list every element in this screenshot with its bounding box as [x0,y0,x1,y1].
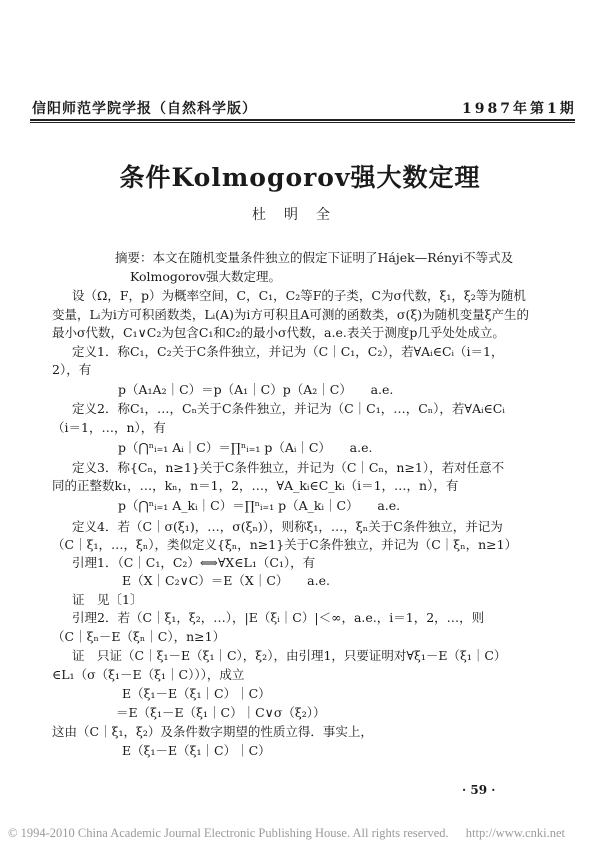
equation: p（⋂ⁿᵢ₌₁ A_kᵢ｜C）＝∏ⁿᵢ₌₁ p（A_kᵢ｜C） a.e. [118,498,401,513]
lemma-1: 引理1．（C｜C₁，C₂）⟺∀X∈L₁（C₁），有 [72,555,316,570]
equation: E（ξ₁－E（ξ₁｜C）｜C） [122,743,271,758]
text-line: 这由（C｜ξ₁，ξ₂）及条件数字期望的性质立得．事实上， [52,724,373,739]
journal-name: 信阳师范学院学报（自然科学版） [32,101,257,117]
text-line: （i＝1，…，n），有 [52,420,166,435]
issue-label: 1987年第1期 [462,101,577,117]
equation: E（ξ₁－E（ξ₁｜C）｜C） [122,686,271,701]
text-line: 最小σ代数，C₁∨C₂为包含C₁和C₂的最小σ代数，a.e.表关于测度p几乎处处成立。 [52,325,505,340]
lemma-2: 引理2．若（C｜ξ₁，ξ₂，…），|E（ξᵢ｜C）|＜∞，a.e.，i＝1，2，…，则 [72,610,485,625]
text-line: 2），有 [52,362,92,377]
definition-1: 定义1．称C₁，C₂关于C条件独立，并记为（C｜C₁，C₂），若∀Aᵢ∈Cᵢ（i＝1， [72,344,504,359]
header-rule [30,119,575,121]
text-line: ∈L₁（σ（ξ₁－E（ξ₁｜C））），成立 [52,667,245,682]
equation: p（A₁A₂｜C）＝p（A₁｜C）p（A₂｜C） a.e. [118,382,394,397]
equation: p（⋂ⁿᵢ₌₁ Aᵢ｜C）＝∏ⁿᵢ₌₁ p（Aᵢ｜C） a.e. [118,440,373,455]
source-url[interactable]: http://www.cnki.net [465,826,565,840]
article-author: 杜明全 [252,207,348,223]
copyright-text: © 1994-2010 China Academic Journal Electronic Publishing House. All rights reserved. [8,826,449,840]
proof-line: 证 只证（C｜ξ₁－E（ξ₁｜C），ξ₂），由引理1，只要证明对∀ξ₁－E（ξ₁｜C） [72,648,507,663]
copyright-footer [8,826,565,841]
abstract-line: 摘要：本文在随机变量条件独立的假定下证明了Hájek—Rényi不等式及 [115,250,514,265]
text-line: （C｜ξ₁，…，ξₙ），类似定义{ξₙ，n≥1}关于C条件独立，并记为（C｜ξₙ，n≥1） [52,537,518,552]
proof-line: 证 见〔1〕 [72,592,143,607]
definition-2: 定义2．称C₁，…，Cₙ关于C条件独立，并记为（C｜C₁，…，Cₙ），若∀Aᵢ∈Cᵢ [72,401,505,416]
equation: E（X｜C₂∨C）＝E（X｜C） a.e. [122,573,330,588]
abstract-line: Kolmogorov强大数定理。 [130,269,281,284]
page-number: · 59 · [462,783,496,797]
text-line: 同的正整数k₁，…，kₙ，n＝1，2，…，∀A_kᵢ∈C_kᵢ（i＝1，…，n），有 [52,478,459,493]
definition-3: 定义3．称{Cₙ，n≥1}关于C条件独立，并记为（C｜Cₙ，n≥1），若对任意不 [72,460,505,475]
text-line: 设（Ω，F，p）为概率空间，C，C₁，C₂等F的子类，C为σ代数，ξ₁，ξ₂等为随机 [72,288,526,303]
article-title: 条件Kolmogorov强大数定理 [119,163,481,192]
text-line: （C｜ξₙ－E（ξₙ｜C），n≥1） [52,629,226,644]
equation: ＝E（ξ₁－E（ξ₁｜C）｜C∨σ（ξ₂）） [116,705,326,720]
header-rule-thin [30,122,575,123]
definition-4: 定义4．若（C｜σ(ξ₁)，…，σ(ξₙ)），则称ξ₁，…，ξₙ关于C条件独立，并记为 [72,519,503,534]
text-line: 变量，Lᵢ为i方可积函数类，Lᵢ(A)为i方可积且A可测的函数类，σ(ξ)为随机变量ξ产生的 [52,307,529,322]
